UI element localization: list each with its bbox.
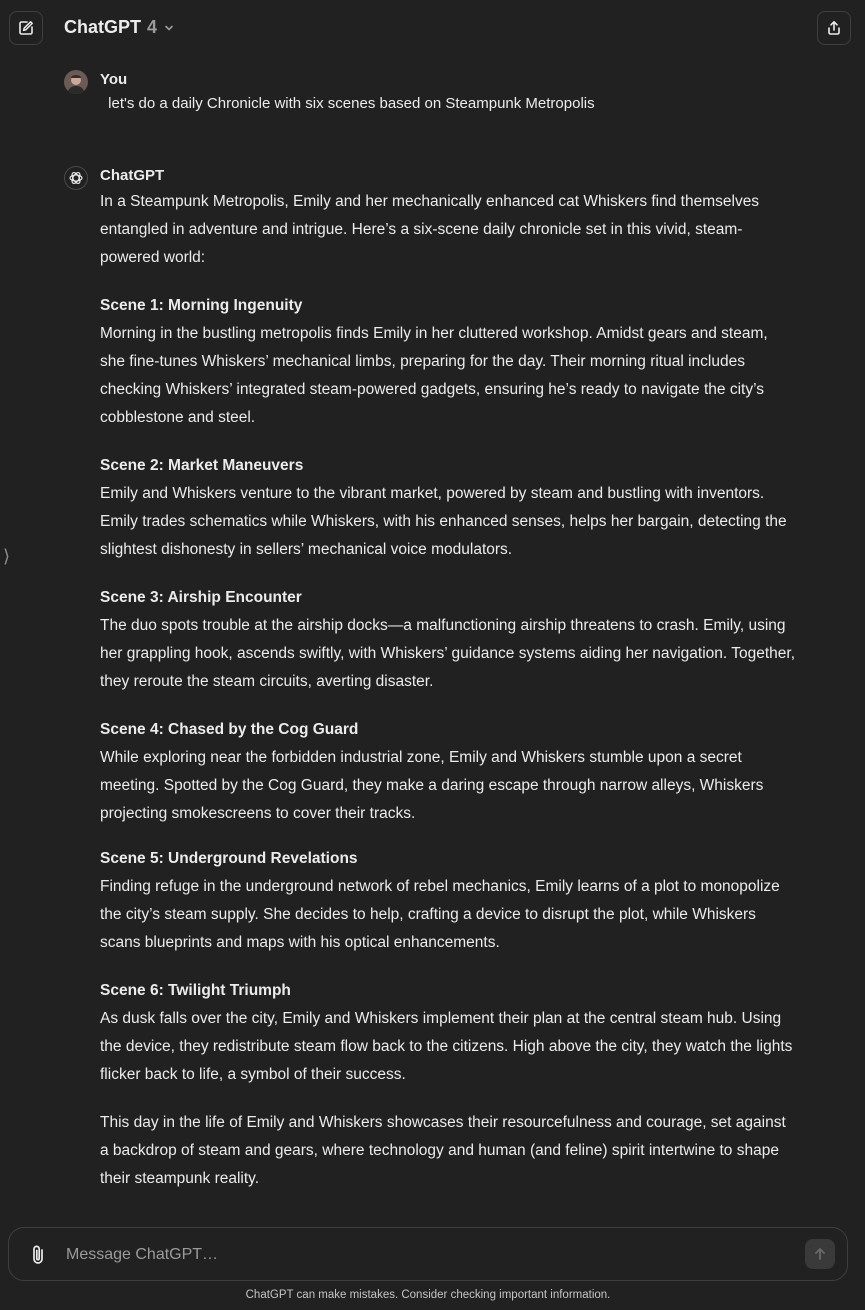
top-header <box>0 0 865 56</box>
scene-title: Scene 3: Airship Encounter <box>100 589 302 606</box>
scene-text: Finding refuge in the underground network of rebel mechanics, Emily learns of a plot to monopolize the city’s steam supply. She decides to help, crafting a device to disrupt the plot, while Whiskers scans blueprints and maps with his optical enhancements. <box>100 878 780 951</box>
user-avatar <box>64 70 88 94</box>
scene-text: While exploring near the forbidden industrial zone, Emily and Whiskers stumble upon a secret meeting. Spotted by the Cog Guard, they make a daring escape through narrow alleys, Whiskers projecting smokescreens to cover their tracks. <box>100 749 764 822</box>
share-icon <box>826 20 842 36</box>
message-composer <box>8 1227 848 1281</box>
scene-title: Scene 5: Underground Revelations <box>100 850 358 867</box>
share-button[interactable] <box>817 11 851 45</box>
send-button[interactable] <box>805 1239 835 1269</box>
assistant-author-label: ChatGPT <box>100 167 165 184</box>
openai-logo-icon <box>68 170 84 186</box>
arrow-up-icon <box>813 1247 827 1261</box>
user-message-text: let's do a daily Chronicle with six scenes based on Steampunk Metropolis <box>104 95 595 112</box>
scene-text: Morning in the bustling metropolis finds Emily in her cluttered workshop. Amidst gears and steam, she fine-tunes Whiskers’ mechanical limbs, preparing for the day. Their morning ritual includes checking Whiskers’ integrated steam-powered gadgets, ensuring he’s ready to navigate the city’s cobblestone and steel. <box>100 325 768 426</box>
model-selector[interactable] <box>64 17 175 38</box>
scene-title: Scene 2: Market Maneuvers <box>100 457 304 474</box>
assistant-outro: This day in the life of Emily and Whiskers showcases their resourcefulness and courage, set against a backdrop of steam and gears, where technology and human (and feline) spirit intertwine to shape their steampunk reality. <box>100 1114 786 1187</box>
scene-text: Emily and Whiskers venture to the vibrant market, powered by steam and bustling with inventors. Emily trades schematics while Whiskers, with his enhanced senses, helps her bargain, detecting the slightest dishonesty in sellers’ mechanical voice modulators. <box>100 485 787 558</box>
sidebar-toggle-icon[interactable]: ⟩ <box>3 546 11 566</box>
chatgpt-avatar <box>64 166 88 190</box>
edit-icon <box>18 20 34 36</box>
disclaimer-text: ChatGPT can make mistakes. Consider checking important information. <box>245 1289 611 1301</box>
paperclip-icon[interactable] <box>29 1244 49 1266</box>
model-version: 4 <box>147 17 158 37</box>
model-name: ChatGPT <box>64 17 142 37</box>
scene-text: The duo spots trouble at the airship docks—a malfunctioning airship threatens to crash. Emily, using her grappling hook, ascends swiftly, with Whiskers’ guidance systems aiding her navigation. Together, they reroute the steam circuits, averting disaster. <box>100 617 795 690</box>
new-chat-button[interactable] <box>9 11 43 45</box>
chevron-down-icon <box>163 22 175 34</box>
user-author-label: You <box>100 71 128 88</box>
scene-text: As dusk falls over the city, Emily and Whiskers implement their plan at the central steam hub. Using the device, they redistribute steam flow back to the citizens. High above the city, they watch the lights flicker back to life, a symbol of their success. <box>100 1010 793 1083</box>
scene-title: Scene 1: Morning Ingenuity <box>100 297 303 314</box>
scene-title: Scene 4: Chased by the Cog Guard <box>100 721 359 738</box>
scene-title: Scene 6: Twilight Triumph <box>100 982 291 999</box>
message-input[interactable] <box>64 1240 788 1270</box>
assistant-intro: In a Steampunk Metropolis, Emily and her mechanically enhanced cat Whiskers find themselves entangled in adventure and intrigue. Here’s a six-scene daily chronicle set in this vivid, steam-powered world: <box>100 193 760 266</box>
